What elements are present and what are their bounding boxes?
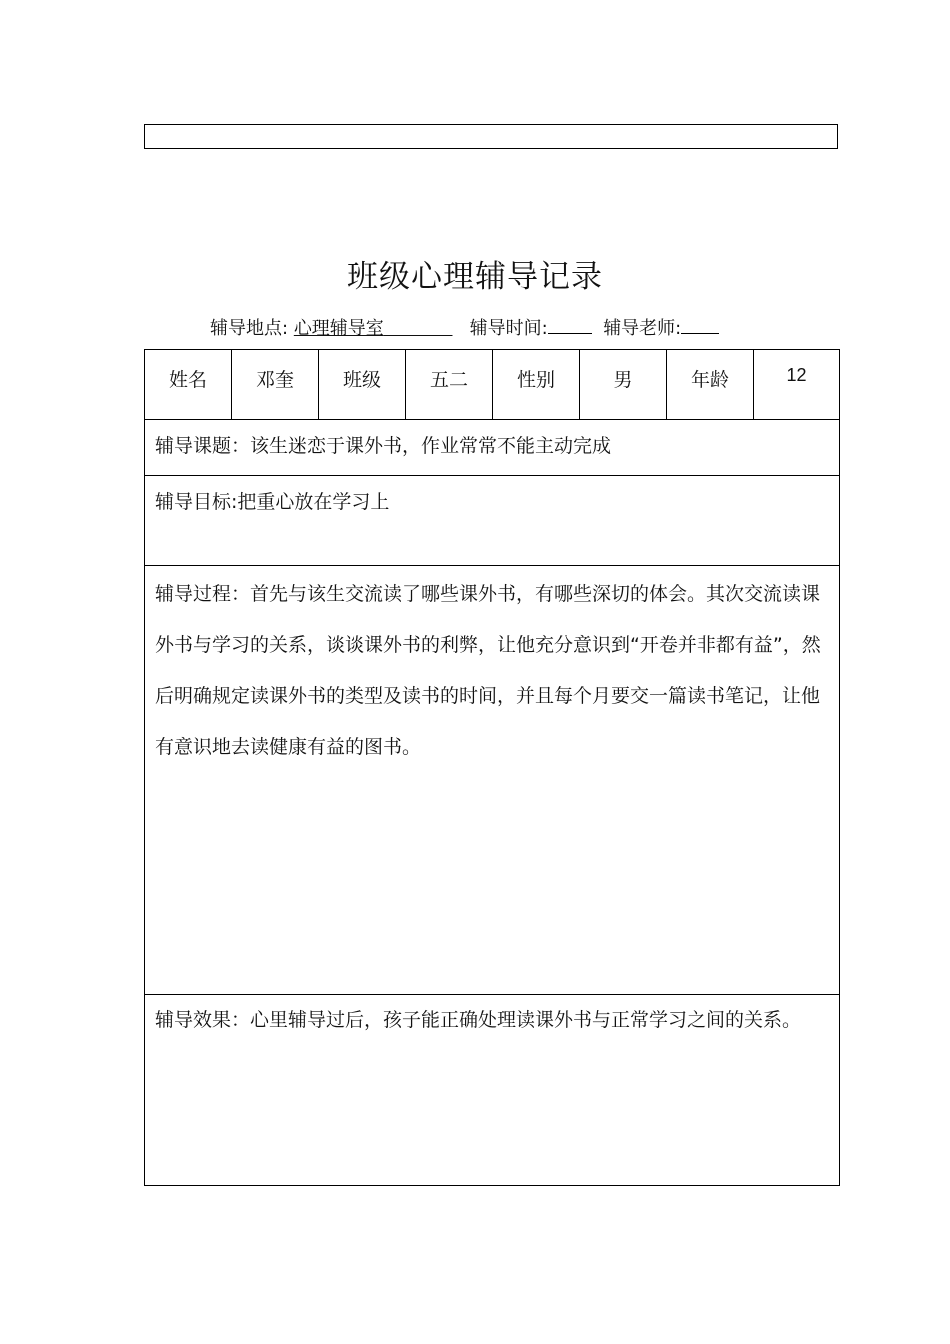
teacher-blank	[681, 313, 719, 334]
goal-row	[145, 476, 840, 566]
record-table	[144, 349, 840, 1186]
info-row	[145, 350, 840, 420]
age-value: 12	[754, 350, 840, 420]
topic-text: 辅导课题：该生迷恋于课外书，作业常常不能主动完成	[155, 435, 612, 457]
page-title: 班级心理辅导记录	[347, 259, 603, 295]
name-label: 姓名	[145, 350, 232, 420]
effect-text: 辅导效果：心里辅导过后，孩子能正确处理读课外书与正常学习之间的关系。	[155, 1009, 802, 1031]
time-blank	[548, 313, 592, 334]
meta-line	[210, 313, 719, 342]
age-label: 年龄	[667, 350, 754, 420]
topic-row	[145, 420, 840, 476]
teacher-label: 辅导老师:	[603, 318, 682, 339]
time-label: 辅导时间:	[469, 318, 548, 339]
gender-label: 性别	[493, 350, 580, 420]
header-box	[144, 124, 838, 149]
process-row	[145, 566, 840, 995]
goal-text: 辅导目标:把重心放在学习上	[155, 491, 390, 513]
location-value: 心理辅导室	[293, 318, 384, 339]
name-value: 邓奎	[232, 350, 319, 420]
location-label: 辅导地点:	[210, 318, 289, 339]
class-value: 五二	[406, 350, 493, 420]
process-text: 辅导过程：首先与该生交流读了哪些课外书，有哪些深切的体会。其次交流读课外书与学习的关系，谈谈课外书的利弊，让他充分意识到“开卷并非都有益”，然后明确规定读课外书的类型及读书的时间，并且每个月要交一篇读书笔记，让他有意识地去读健康有益的图书。	[155, 583, 821, 758]
effect-row	[145, 995, 840, 1186]
gender-value: 男	[580, 350, 667, 420]
class-label: 班级	[319, 350, 406, 420]
